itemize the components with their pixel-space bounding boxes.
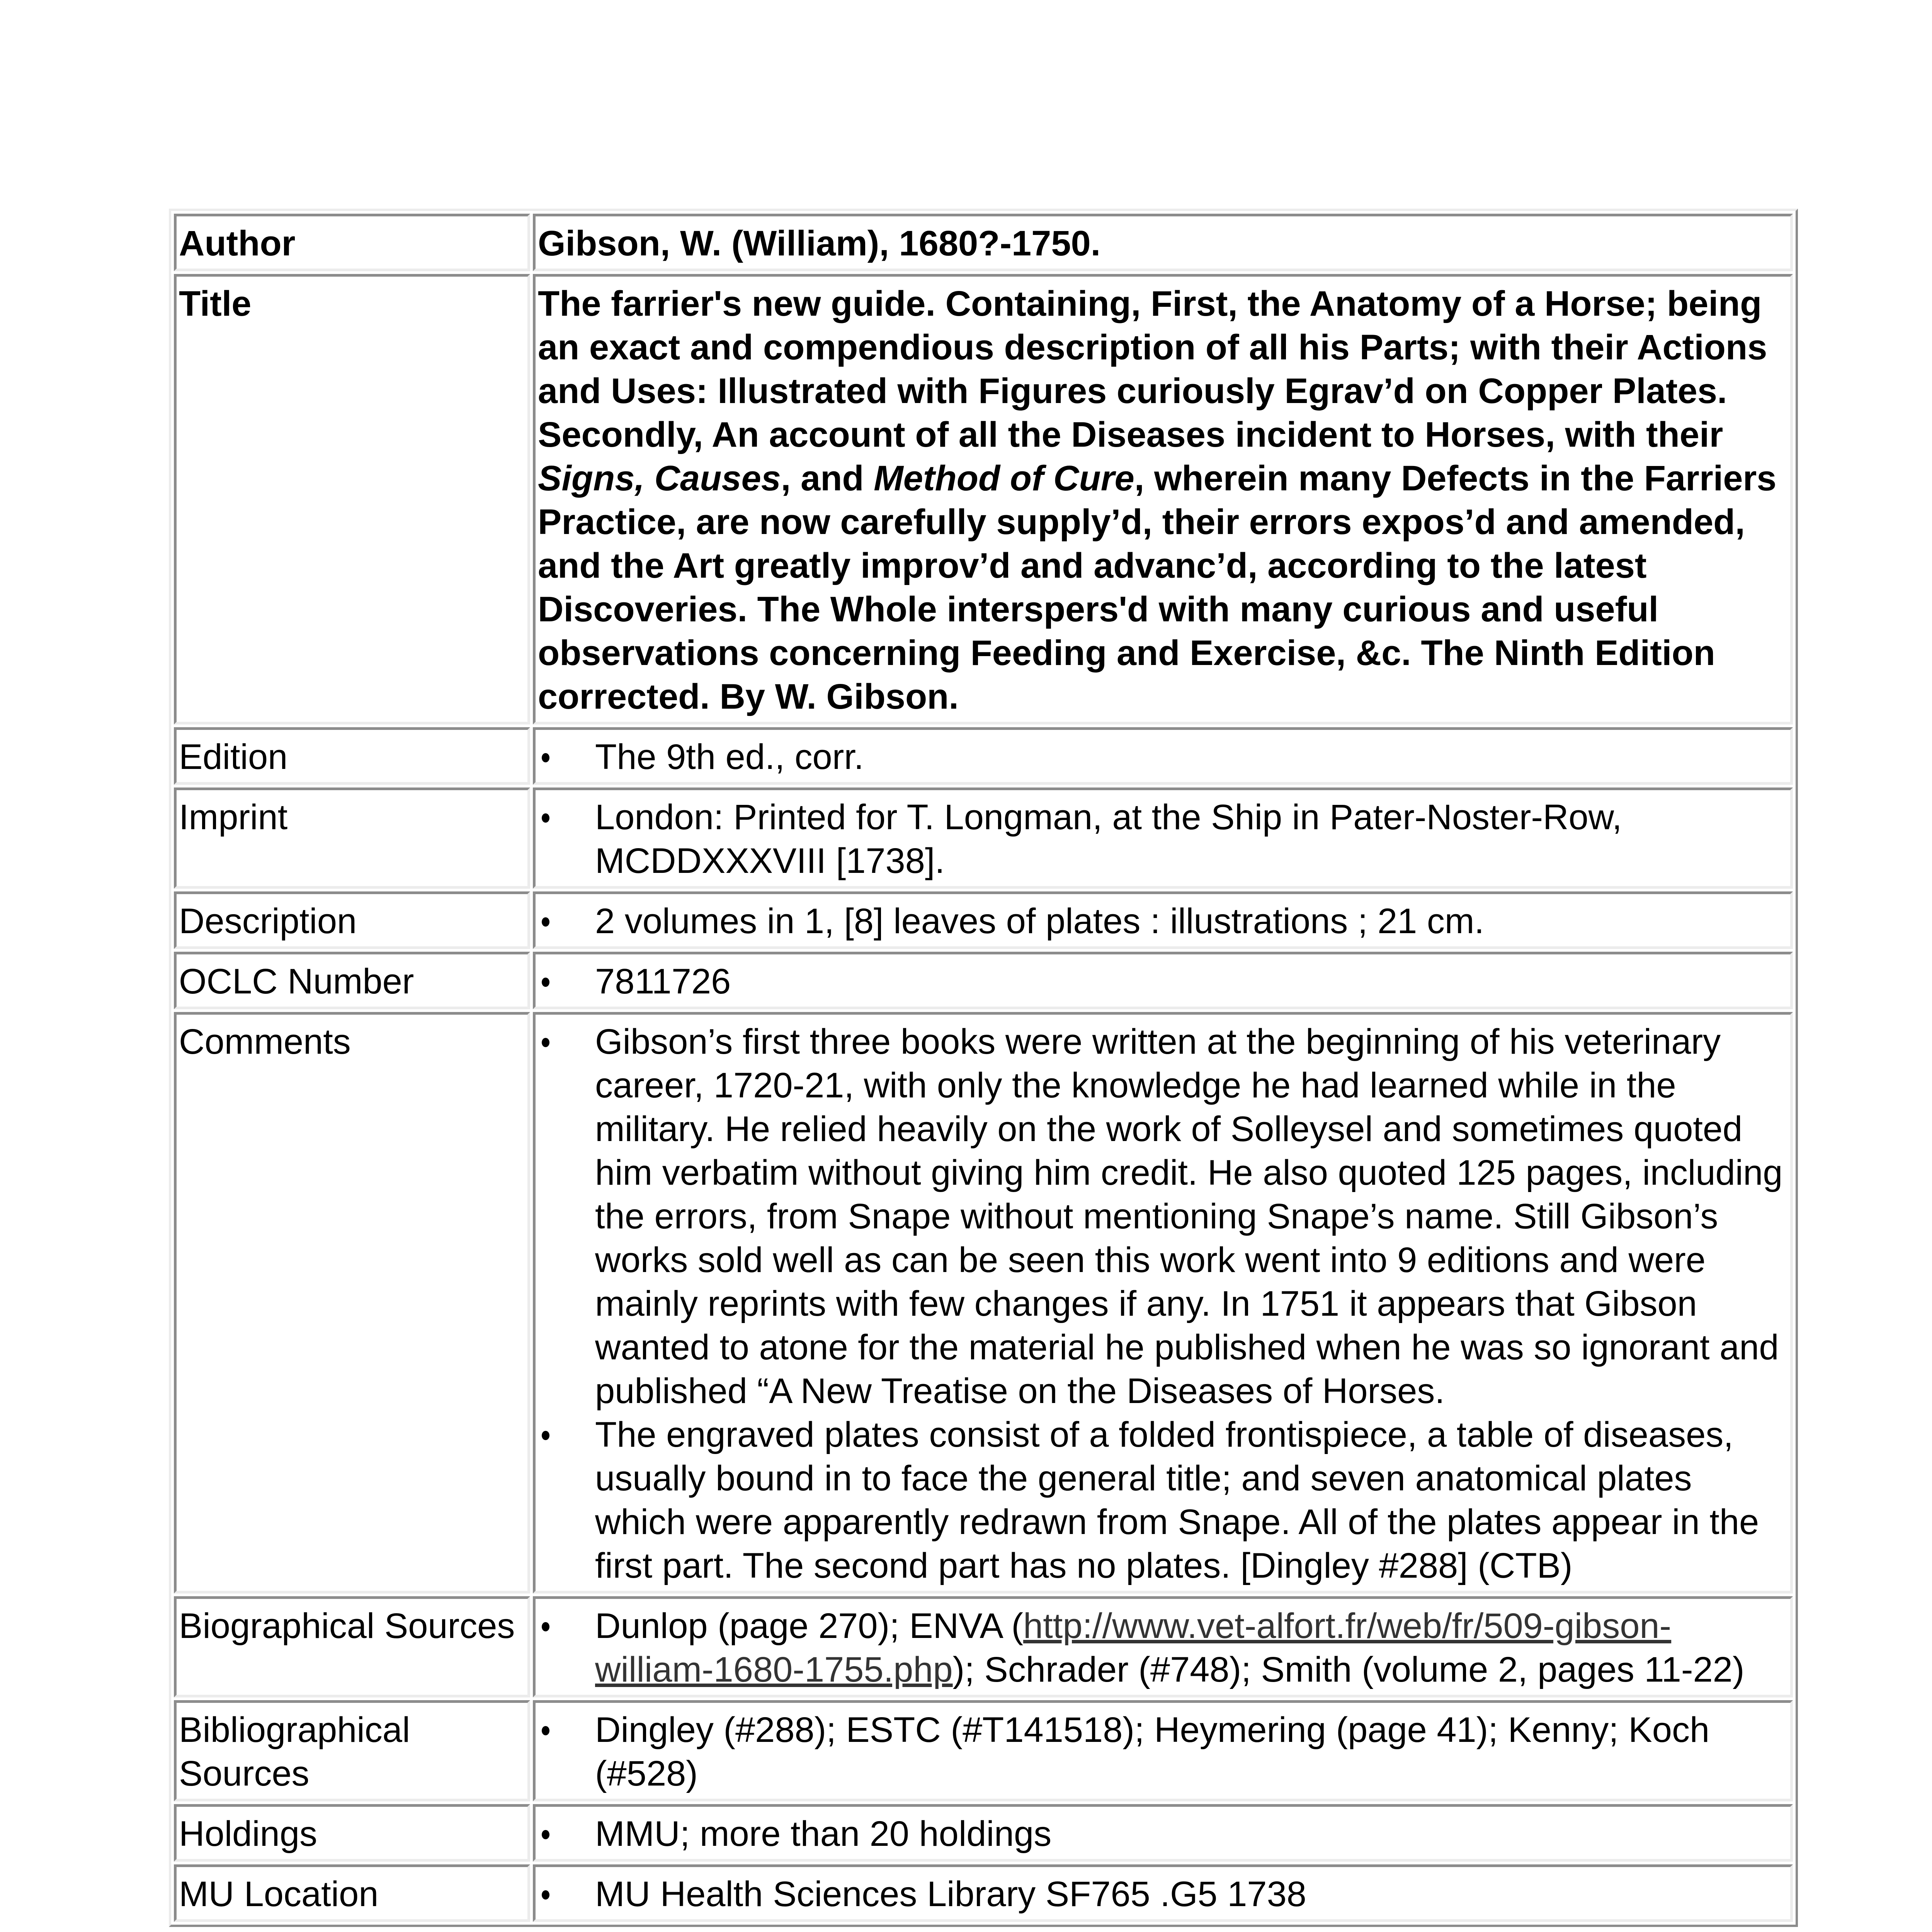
- label-mu-location: MU Location: [174, 1864, 530, 1922]
- value-title: [533, 274, 1793, 724]
- label-comments: Comments: [174, 1012, 530, 1594]
- row-mu-location: [174, 1864, 1793, 1922]
- row-author: [174, 214, 1793, 271]
- label-imprint: Imprint: [174, 787, 530, 889]
- value-description: [533, 891, 1793, 949]
- value-edition: [533, 727, 1793, 785]
- label-title: Title: [174, 274, 530, 724]
- title-text-2: , and: [781, 459, 874, 498]
- list-item: MMU; more than 20 holdings: [595, 1812, 1788, 1856]
- list-item: London: Printed for T. Longman, at the Ship in Pater-Noster-Row, MCDDXXXVIII [1738].: [595, 796, 1788, 883]
- row-edition: [174, 727, 1793, 785]
- list-item: 7811726: [595, 960, 1788, 1003]
- row-comments: [174, 1012, 1793, 1594]
- row-oclc-number: [174, 952, 1793, 1009]
- list-item: Dingley (#288); ESTC (#T141518); Heymering (page 41); Kenny; Koch (#528): [595, 1708, 1788, 1796]
- title-italic-method-of-cure: Method of Cure: [874, 459, 1134, 498]
- label-description: Description: [174, 891, 530, 949]
- row-title: [174, 274, 1793, 724]
- title-italic-signs-causes: Signs, Causes: [538, 459, 781, 498]
- value-author: Gibson, W. (William), 1680?-1750.: [533, 214, 1793, 271]
- value-holdings: [533, 1804, 1793, 1862]
- bio-text-before: Dunlop (page 270); ENVA (: [595, 1606, 1024, 1646]
- title-text-3: , wherein many Defects in the Farriers Practice, are now carefully supply’d, their errors expos’d and amended, and the Art greatly improv’d and advanc’d, according to the latest Discoveries. The Whole interspers'd with many curious and useful observations concerning Feeding and Exercise, &c. The Ninth Edition corrected. By W. Gibson.: [538, 459, 1777, 716]
- label-edition: Edition: [174, 727, 530, 785]
- bibliographic-record-table: [169, 209, 1798, 1927]
- value-bibliographical-sources: [533, 1700, 1793, 1801]
- value-comments: [533, 1012, 1793, 1594]
- list-item: [595, 1604, 1788, 1692]
- label-biographical-sources: [174, 1596, 530, 1697]
- enva-link[interactable]: http://www.vet-alfort.fr/web/fr/509-gibson-william-1680-1755.php: [595, 1606, 1672, 1689]
- list-item: The 9th ed., corr.: [595, 735, 1788, 779]
- list-item: Gibson’s first three books were written at the beginning of his veterinary career, 1720-21, with only the knowledge he had learned while in the military. He relied heavily on the work of Solleysel and sometimes quoted him verbatim without giving him credit. He also quoted 125 pages, including the errors, from Snape without mentioning Snape’s name. Still Gibson’s works sold well as can be seen this work went into 9 editions and were mainly reprints with few changes if any. In 1751 it appears that Gibson wanted to atone for the material he published when he was so ignorant and published “A New Treatise on the Diseases of Horses.: [595, 1020, 1788, 1413]
- row-description: [174, 891, 1793, 949]
- value-mu-location: [533, 1864, 1793, 1922]
- list-item: 2 volumes in 1, [8] leaves of plates : illustrations ; 21 cm.: [595, 900, 1788, 943]
- title-text-1: The farrier's new guide. Containing, First, the Anatomy of a Horse; being an exact and compendious description of all his Parts; with their Actions and Uses: Illustrated with Figures curiously Egrav’d on Copper Plates. Secondly, An account of all the Diseases incident to Horses, with their: [538, 284, 1767, 454]
- label-text: Biographical Sources: [179, 1606, 515, 1646]
- row-holdings: [174, 1804, 1793, 1862]
- label-bibliographical-sources: [174, 1700, 530, 1801]
- row-imprint: [174, 787, 1793, 889]
- value-oclc-number: [533, 952, 1793, 1009]
- row-biographical-sources: [174, 1596, 1793, 1697]
- value-imprint: [533, 787, 1793, 889]
- label-holdings: Holdings: [174, 1804, 530, 1862]
- row-bibliographical-sources: [174, 1700, 1793, 1801]
- bio-text-after: ); Schrader (#748); Smith (volume 2, pages 11-22): [952, 1650, 1745, 1689]
- label-text: Bibliographical Sources: [179, 1710, 410, 1793]
- label-oclc-number: OCLC Number: [174, 952, 530, 1009]
- label-author: Author: [174, 214, 530, 271]
- list-item: The engraved plates consist of a folded frontispiece, a table of diseases, usually bound in to face the general title; and seven anatomical plates which were apparently redrawn from Snape. All of the plates appear in the first part. The second part has no plates. [Dingley #288] (CTB): [595, 1413, 1788, 1588]
- value-biographical-sources: [533, 1596, 1793, 1697]
- list-item: MU Health Sciences Library SF765 .G5 1738: [595, 1872, 1788, 1916]
